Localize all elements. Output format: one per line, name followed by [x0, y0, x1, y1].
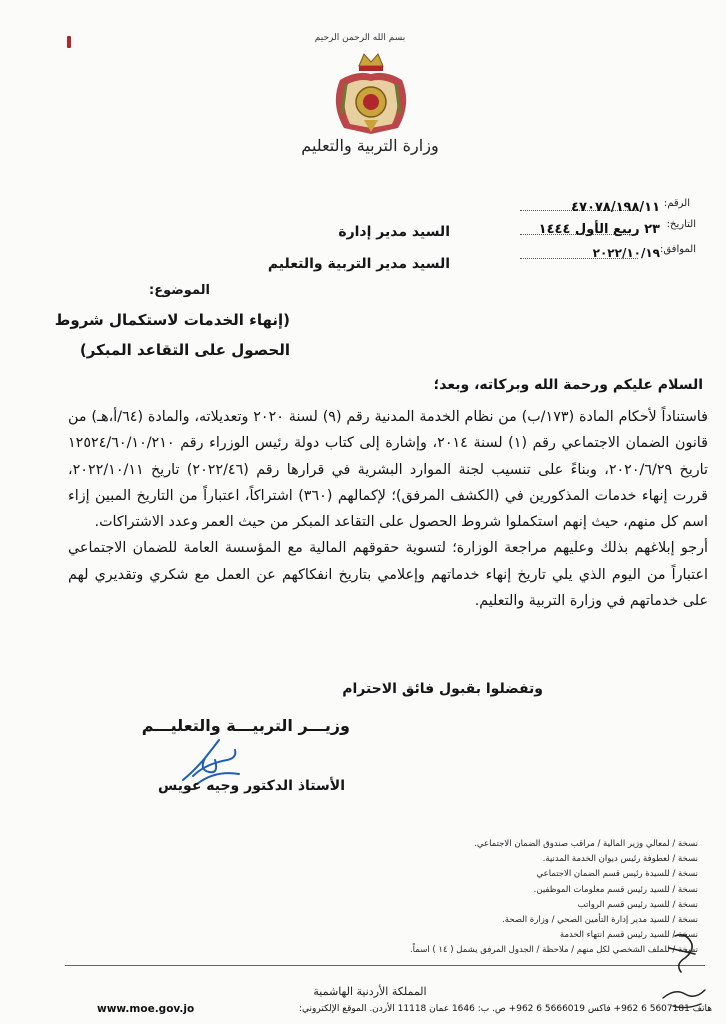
subject-line-1: (إنهاء الخدمات لاستكمال شروط: [54, 311, 290, 329]
gregorian-date: ٢٠٢٢/١٠/١٩: [592, 246, 660, 260]
handwritten-note-icon: [655, 928, 715, 1018]
cc-list: [300, 837, 698, 959]
hijri-date: ٢٣ ربيع الأول ١٤٤٤: [538, 222, 660, 237]
footer-website-link[interactable]: www.moe.gov.jo: [97, 1003, 195, 1015]
coat-of-arms-icon: [326, 44, 416, 136]
subject-line-2: الحصول على التقاعد المبكر): [79, 341, 290, 359]
ministry-name: وزارة التربية والتعليم: [301, 136, 439, 155]
basmala: بسم الله الرحمن الرحيم: [314, 33, 406, 43]
closing: وتفضلوا بقبول فائق الاحترام: [342, 681, 543, 697]
footer-country: المملكة الأردنية الهاشمية: [313, 985, 427, 998]
greeting: السلام عليكم ورحمة الله وبركاته، وبعد؛: [433, 377, 703, 393]
cc-item: نسخة / للسيد مدير إدارة التأمين الصحي / وزارة الصحة.: [502, 915, 698, 926]
footer-divider: [65, 965, 705, 966]
body-paragraph-1: فاستناداً لأحكام المادة (١٧٣/ب) من نظام الخدمة المدنية رقم (٩) لسنة ٢٠٢٠ وتعديلاته، والمادة (٦٤/أ،هـ) من قانون الضمان الاجتماعي رقم (١) لسنة ٢٠١٤، وإشارة إلى كتاب دولة رئيس الوزراء رقم ١٢٥٢٤/٦٠/١٠/٢١٠ تاريخ ٢٠٢٠/٦/٢٩، وبناءً على تنسيب لجنة الموارد البشرية في قرارها رقم (٢٠٢٢/٤٦) تاريخ ٢٠٢٢/١٠/١١، قررت إنهاء خدمات المذكورين في (الكشف المرفق)؛ لإكمالهم (٣٦٠) اشتراكاً، اعتباراً من التاريخ المبين إزاء اسم كل منهم، حيث إنهم استكملوا شروط الحصول على التقاعد المبكر من حيث العمر وعدد الاشتراكات.: [68, 409, 709, 531]
signatory-title: وزيـــر التربيـــة والتعليـــم: [141, 716, 350, 735]
signatory-name: الأستاذ الدكتور وجيه عويس: [158, 778, 345, 794]
red-mark: [67, 36, 71, 48]
ref-label: الرقم:: [663, 198, 690, 209]
equiv-label: الموافق:: [659, 244, 696, 255]
cc-item: نسخة / لعطوفة رئيس ديوان الخدمة المدنية.: [542, 854, 698, 865]
cc-item: نسخة / للسيدة رئيس قسم الضمان الاجتماعي: [536, 869, 698, 880]
body-paragraph-2: أرجو إبلاغهم بذلك وعليهم مراجعة الوزارة؛ لتسوية حقوقهم المالية مع المؤسسة العامة للضمان الاجتماعي اعتباراً من اليوم الذي يلي تاريخ إنهاء خدماتهم وإعلامي بتاريخ انفكاكهم عن العمل مع شكري وتقديري لهم على خدماتهم في وزارة التربية والتعليم.: [68, 540, 708, 610]
subject-label: الموضوع:: [149, 283, 210, 298]
cc-item: نسخة / للسيد رئيس قسم الرواتب: [577, 899, 698, 910]
cc-item: نسخة / للسيد رئيس قسم انتهاء الخدمة: [559, 930, 698, 941]
letter-body: [68, 404, 708, 614]
date-label: التاريخ:: [666, 219, 696, 230]
recipient-2: السيد مدير التربية والتعليم: [267, 256, 450, 272]
cc-item: نسخة / للسيد رئيس قسم معلومات الموظفين.: [533, 884, 698, 895]
ref-number: ٤٧٠٧٨/١٩٨/١١: [571, 200, 660, 215]
cc-item: نسخة / لمعالي وزير المالية / مراقب صندوق الضمان الاجتماعي.: [474, 839, 698, 849]
cc-item: نسخة / للملف الشخصي لكل منهم / ملاحظة / الجدول المرفق يشمل ( ١٤ ) اسماً.: [409, 945, 698, 956]
footer-contact: هاتف 5607181 6 962+ فاكس 5666019 6 962+ ص. ب: 1646 عمان 11118 الأردن. الموقع الإلكتروني:: [299, 1004, 712, 1014]
recipient-1: السيد مدير إدارة: [338, 224, 450, 240]
